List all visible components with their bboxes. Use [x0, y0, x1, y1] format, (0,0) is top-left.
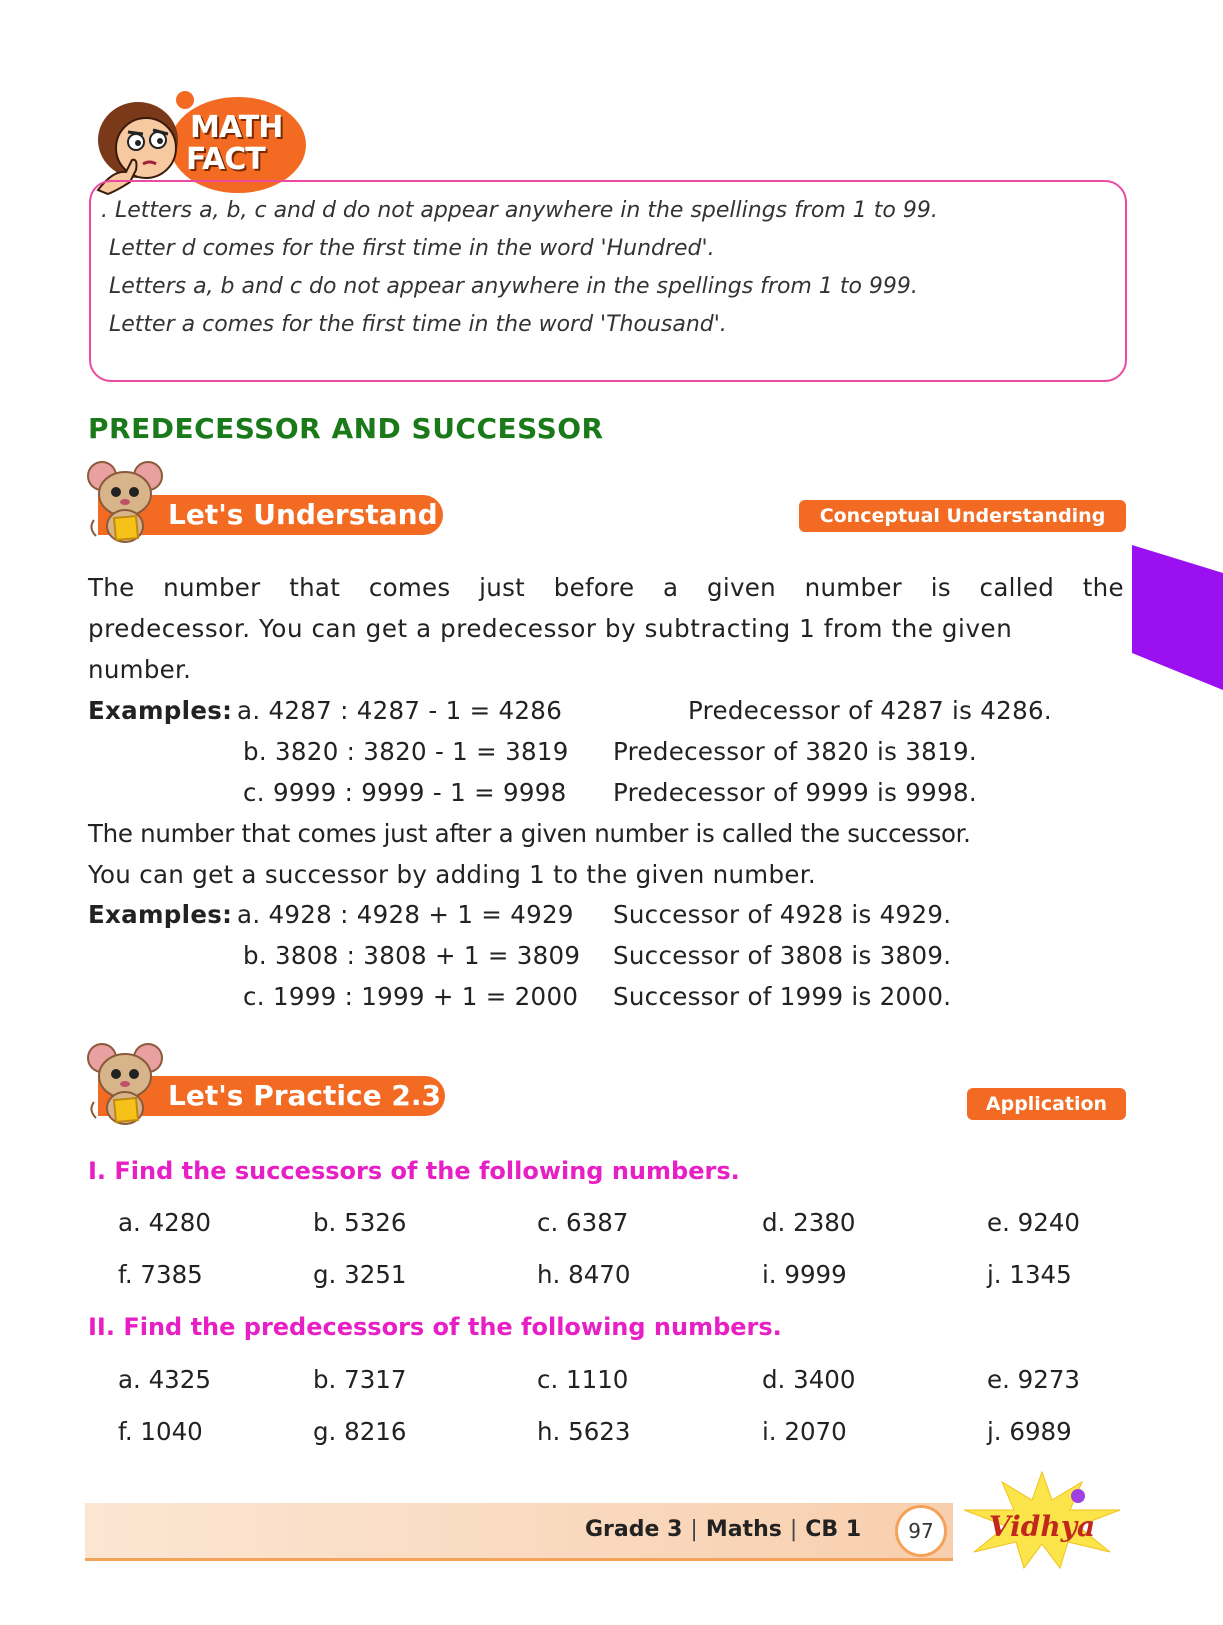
succ-example-result: Successor of 4928 is 4929.	[613, 900, 952, 929]
successor-definition-line2: You can get a successor by adding 1 to the given number.	[88, 860, 816, 889]
footer-subject: Maths	[705, 1517, 782, 1542]
application-tag: Application	[967, 1088, 1126, 1120]
math-fact-title-line2: FACT	[186, 142, 265, 177]
q1-item: e. 9240	[987, 1208, 1080, 1237]
section-title: PREDECESSOR AND SUCCESSOR	[88, 412, 604, 445]
q1-item: h. 8470	[537, 1260, 631, 1289]
predecessor-definition-line1: The number that comes just before a given number is called the	[88, 573, 1124, 602]
succ-example-calc: c. 1999 : 1999 + 1 = 2000	[243, 982, 579, 1011]
successor-definition-line1: The number that comes just after a given number is called the successor.	[88, 819, 971, 848]
fact-line: Letters a, b and c do not appear anywhere in the spellings from 1 to 999.	[109, 274, 918, 299]
pred-example-result: Predecessor of 3820 is 3819.	[613, 737, 977, 766]
q1-item: a. 4280	[118, 1208, 211, 1237]
q2-item: d. 3400	[762, 1365, 856, 1394]
footer-book: CB 1	[805, 1517, 862, 1542]
succ-example-calc: a. 4928 : 4928 + 1 = 4929	[237, 900, 574, 929]
examples-label: Examples:	[88, 696, 233, 725]
lets-understand-label: Let's Understand	[168, 498, 438, 531]
fact-line: Letter d comes for the first time in the word 'Hundred'.	[109, 236, 715, 261]
q1-item: f. 7385	[118, 1260, 203, 1289]
pred-example-result: Predecessor of 4287 is 4286.	[688, 696, 1052, 725]
predecessor-definition-line2: predecessor. You can get a predecessor by subtracting 1 from the given	[88, 614, 1013, 643]
footer-book-info: Grade 3 | Maths | CB 1	[585, 1517, 862, 1542]
conceptual-understanding-tag: Conceptual Understanding	[799, 500, 1126, 532]
purple-side-tab	[1132, 545, 1223, 690]
math-fact-title-line1: MATH	[190, 110, 283, 145]
question-1-title: I. Find the successors of the following numbers.	[88, 1157, 740, 1185]
footer-grade: Grade 3	[585, 1517, 683, 1542]
q2-item: c. 1110	[537, 1365, 629, 1394]
lets-practice-label: Let's Practice 2.3	[168, 1079, 441, 1112]
fact-line: . Letters a, b, c and d do not appear anywhere in the spellings from 1 to 99.	[101, 198, 938, 223]
q1-item: g. 3251	[313, 1260, 407, 1289]
q2-item: j. 6989	[987, 1417, 1072, 1446]
q1-item: i. 9999	[762, 1260, 847, 1289]
q2-item: g. 8216	[313, 1417, 407, 1446]
page-number: 97	[895, 1505, 947, 1557]
succ-example-result: Successor of 1999 is 2000.	[613, 982, 952, 1011]
succ-example-result: Successor of 3808 is 3809.	[613, 941, 952, 970]
mouse-mascot-icon	[86, 458, 166, 546]
q1-item: d. 2380	[762, 1208, 856, 1237]
pred-example-result: Predecessor of 9999 is 9998.	[613, 778, 977, 807]
succ-example-calc: b. 3808 : 3808 + 1 = 3809	[243, 941, 581, 970]
vidhya-logo-icon	[960, 1470, 1125, 1570]
predecessor-definition-line3: number.	[88, 655, 192, 684]
pred-example-calc: b. 3820 : 3820 - 1 = 3819	[243, 737, 569, 766]
mouse-mascot-icon	[86, 1040, 166, 1128]
examples-label: Examples:	[88, 900, 233, 929]
q1-item: j. 1345	[987, 1260, 1072, 1289]
fact-line: Letter a comes for the first time in the word 'Thousand'.	[109, 312, 727, 337]
q2-item: f. 1040	[118, 1417, 203, 1446]
q2-item: b. 7317	[313, 1365, 407, 1394]
question-2-title: II. Find the predecessors of the following numbers.	[88, 1313, 782, 1341]
pred-example-calc: a. 4287 : 4287 - 1 = 4286	[237, 696, 563, 725]
math-fact-box	[89, 180, 1127, 382]
q1-item: c. 6387	[537, 1208, 629, 1237]
q1-item: b. 5326	[313, 1208, 407, 1237]
q2-item: h. 5623	[537, 1417, 631, 1446]
logo-text: Vidhya	[988, 1510, 1096, 1543]
pred-example-calc: c. 9999 : 9999 - 1 = 9998	[243, 778, 567, 807]
q2-item: a. 4325	[118, 1365, 211, 1394]
q2-item: e. 9273	[987, 1365, 1080, 1394]
q2-item: i. 2070	[762, 1417, 847, 1446]
